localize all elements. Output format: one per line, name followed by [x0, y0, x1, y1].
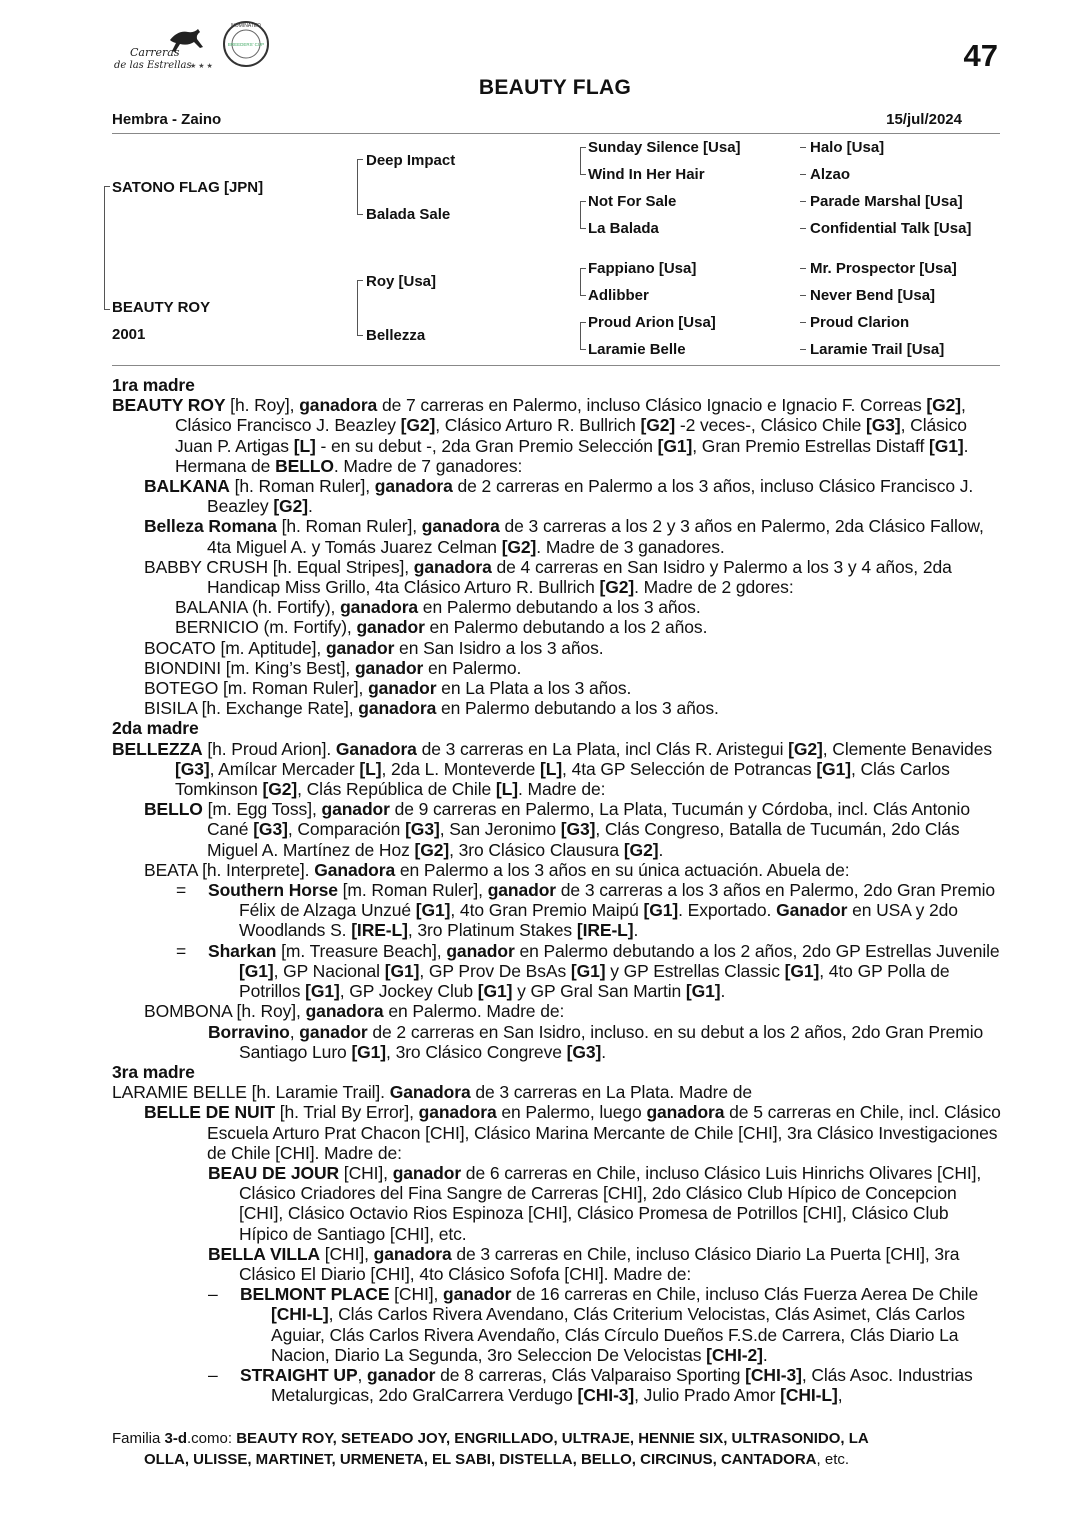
svg-text:BREEDERS' CUP: BREEDERS' CUP [227, 42, 265, 47]
sex-color: Hembra - Zaino [112, 111, 222, 128]
family-footer: Familia 3-d.como: BEAUTY ROY, SETEADO JOY, ENGRILLADO, ULTRAJE, HENNIE SIX, ULTRASONIDO, LA OLLA, ULISSE, MARTINET, URMENETA, EL SABI, DISTELLA, BELLO, CIRCINUS, CANTADORA, etc. [112, 1430, 869, 1468]
family-code: 3-d [164, 1430, 188, 1447]
gen3-bracket [580, 147, 586, 175]
gen3-bracket [580, 201, 586, 229]
svg-text:★ ★ ★: ★ ★ ★ [190, 63, 213, 70]
produce-entry: BEATA [h. Interprete]. Ganadora en Palermo a los 3 años en su única actuación. Abuela de: [144, 859, 850, 880]
dam: BEAUTY ROY [112, 299, 211, 316]
produce-entry: Borravino, ganador de 2 carreras en San Isidro, incluso. en su debut a los 2 años, 2do Gran Premio Santiago Luro [G1], 3ro Clásico Congreve [G3]. [208, 1021, 984, 1062]
produce-entry: – STRAIGHT UP, ganador de 8 carreras, Clás Valparaiso Sporting [CHI-3], Clás Asoc. Industrias Metalurgicas, 2do GralCarrera Verdugo [CHI-3], Julio Prado Amor [CHI-L], [208, 1364, 973, 1406]
carreras-de-las-estrellas-logo [112, 18, 272, 78]
produce-entry: = Sharkan [m. Treasure Beach], ganador en Palermo debutando a los 2 años, 2do GP Estrellas Juvenile [G1], GP Nacional [G1], GP Prov De BsAs [G1] y GP Estrellas Classic [G1], 4to GP Polla de Potrillos [G1], GP Jockey Club [G1] y GP Gral San Martin [G1]. [176, 940, 1000, 1002]
g4-horse: Alzao [810, 166, 851, 183]
g3-horse: Adlibber [588, 287, 649, 304]
g4-horse: Mr. Prospector [Usa] [810, 260, 957, 277]
svg-text:NOMINATED: NOMINATED [231, 23, 261, 29]
produce-entry: BERNICIO (m. Fortify), ganador en Palermo debutando a los 2 años. [175, 617, 708, 638]
catalog-date: 15/jul/2024 [886, 111, 962, 128]
dam-entry: LARAMIE BELLE [h. Laramie Trail]. Ganadora de 3 carreras en La Plata. Madre de [112, 1082, 753, 1103]
gen3-bracket [580, 322, 586, 350]
produce-entry: BELLA VILLA [CHI], ganadora de 3 carreras en Chile, incluso Clásico Diario La Puerta [CHI], 3ra Clásico El Diario [CHI], 4to Clásico Sofofa [CHI]. Madre de: [208, 1243, 960, 1284]
gen3-bracket [580, 268, 586, 296]
produce-entry: BOCATO [m. Aptitude], ganador en San Isidro a los 3 años. [144, 637, 604, 658]
produce-entry: Belleza Romana [h. Roman Ruler], ganadora de 3 carreras a los 2 y 3 años en Palermo, 2da Clásico Fallow, 4ta Miguel A. y Tomás Juarez Celman [G2]. Madre de 3 ganadores. [144, 516, 984, 557]
section-heading: 1ra madre [112, 375, 195, 395]
g4-horse: Parade Marshal [Usa] [810, 193, 963, 210]
dam-dam: Bellezza [366, 327, 426, 344]
g3-horse: Fappiano [Usa] [588, 260, 697, 277]
produce-entry: BISILA [h. Exchange Rate], ganadora en Palermo debutando a los 3 años. [144, 698, 719, 719]
section-heading: 3ra madre [112, 1061, 195, 1082]
section-heading: 2da madre [112, 718, 199, 739]
g4-horse: Confidential Talk [Usa] [810, 220, 972, 237]
produce-entry: = Southern Horse [m. Roman Ruler], ganador de 3 carreras a los 3 años en Palermo, 2do Gran Premio Félix de Alzaga Unzué [G1], 4to Gran Premio Maipú [G1]. Exportado. Ganador en USA y 2do Woodlands S. [IRE-L], 3ro Platinum Stakes [IRE-L]. [176, 880, 996, 941]
g4-horse: Never Bend [Usa] [810, 287, 936, 304]
meta-row [112, 111, 1000, 128]
g3-horse: Not For Sale [588, 193, 677, 210]
gen2-bracket [357, 159, 363, 215]
dam-entry: BELLEZZA [h. Proud Arion]. Ganadora de 3 carreras en La Plata, incl Clás R. Aristegui [G2], Clemente Benavides [G3], Amílcar Mercader [L], 2da L. Monteverde [L], 4ta GP Selección de Potrancas [G1], Clás Carlos Tomkinson [G2], Clás República de Chile [L]. Madre de: [112, 738, 992, 800]
g3-horse: Sunday Silence [Usa] [588, 139, 741, 156]
g4-horse: Laramie Trail [Usa] [810, 341, 945, 358]
produce-entry: BOTEGO [m. Roman Ruler], ganador en La Plata a los 3 años. [144, 678, 632, 699]
g4-horse: Halo [Usa] [810, 139, 885, 156]
produce-entry: BABBY CRUSH [h. Equal Stripes], ganadora de 4 carreras en San Isidro y Palermo a los 3 y 4 años, 2da Handicap Miss Grillo, 4ta Clásico Arturo R. Bullrich [G2]. Madre de 2 gdores: [144, 556, 952, 598]
produce-entry: BELLO [m. Egg Toss], ganador de 9 carreras en Palermo, La Plata, Tucumán y Córdoba, incl. Clás Antonio Cané [G3], Comparación [G3], San Jeronimo [G3], Clás Congreso, Batalla de Tucumán, 2do Clás Miguel A. Martínez de Hoz [G2], 3ro Clásico Clausura [G2]. [144, 799, 970, 860]
g3-horse: Laramie Belle [588, 341, 686, 358]
produce-entry: BIONDINI [m. King’s Best], ganador en Palermo. [144, 657, 522, 678]
gen1-bracket [104, 186, 110, 310]
produce-record [112, 375, 1002, 1405]
g3-horse: Wind In Her Hair [588, 166, 705, 183]
horse-name-title: BEAUTY FLAG [478, 76, 632, 99]
sire-dam: Balada Sale [366, 206, 451, 223]
svg-text:de las Estrellas: de las Estrellas [114, 60, 192, 71]
produce-entry: BOMBONA [h. Roy], ganadora en Palermo. Madre de: [144, 1001, 565, 1022]
lot-number: 47 [963, 38, 998, 73]
sire-sire: Deep Impact [366, 152, 456, 169]
svg-text:Carreras: Carreras [130, 46, 180, 59]
pedigree-rule [112, 365, 1000, 366]
g3-horse: La Balada [588, 220, 659, 237]
dam-year: 2001 [112, 326, 146, 343]
dam-sire: Roy [Usa] [366, 273, 437, 290]
sire: SATONO FLAG [JPN] [112, 179, 264, 196]
g3-horse: Proud Arion [Usa] [588, 314, 716, 331]
produce-entry: BEAU DE JOUR [CHI], ganador de 6 carreras en Chile, incluso Clásico Luis Hinrichs Olivares [CHI], Clásico Criadores del Fina Sangre de Carreras [CHI], 2do Clásico Club Hípico de Concepcion [CHI], Clásico Octavio Rios Espinoza [CHI], Clásico Promesa de Potrillos [CHI], Clásico Club Hípico de Santiago [CHI], etc. [208, 1162, 982, 1244]
produce-entry: BELLE DE NUIT [h. Trial By Error], ganadora en Palermo, luego ganadora de 5 carreras en Chile, incl. Clásico Escuela Arturo Prat Chacon [CHI], Clásico Marina Mercante de Chile [CHI], 3ra Clásico Investigaciones de Chile [CHI]. Madre de: [144, 1102, 1001, 1163]
g4-horse: Proud Clarion [810, 314, 910, 331]
produce-entry: BALANIA (h. Fortify), ganadora en Palermo debutando a los 3 años. [175, 597, 701, 618]
produce-entry: BALKANA [h. Roman Ruler], ganadora de 2 carreras en Palermo a los 3 años, incluso Clásico Francisco J. Beazley [G2]. [144, 476, 974, 517]
dam-entry: BEAUTY ROY [h. Roy], ganadora de 7 carreras en Palermo, incluso Clásico Ignacio e Ignacio F. Correas [G2], Clásico Francisco J. Beazley [G2], Clásico Arturo R. Bullrich [G2] -2 veces-, Clásico Chile [G3], Clásico Juan P. Artigas [L] - en su debut -, 2da Gran Premio Selección [G1], Gran Premio Estrellas Distaff [G1]. Hermana de BELLO. Madre de 7 ganadores: [112, 395, 969, 476]
produce-entry: – BELMONT PLACE [CHI], ganador de 16 carreras en Chile, incluso Clás Fuerza Aerea De Chile [CHI-L], Clás Carlos Rivera Avendano, Clás Criterium Velocistas, Clás Asimet, Clás Carlos Aguiar, Clás Carlos Rivera Avendaño, Clás Círculo Dueños F.S.de Carrera, Clás Diario La Nacion, Diario La Segunda, 3ro Seleccion De Velocistas [CHI-2]. [208, 1284, 979, 1365]
top-rule [112, 133, 1000, 134]
gen2-bracket [357, 280, 363, 336]
